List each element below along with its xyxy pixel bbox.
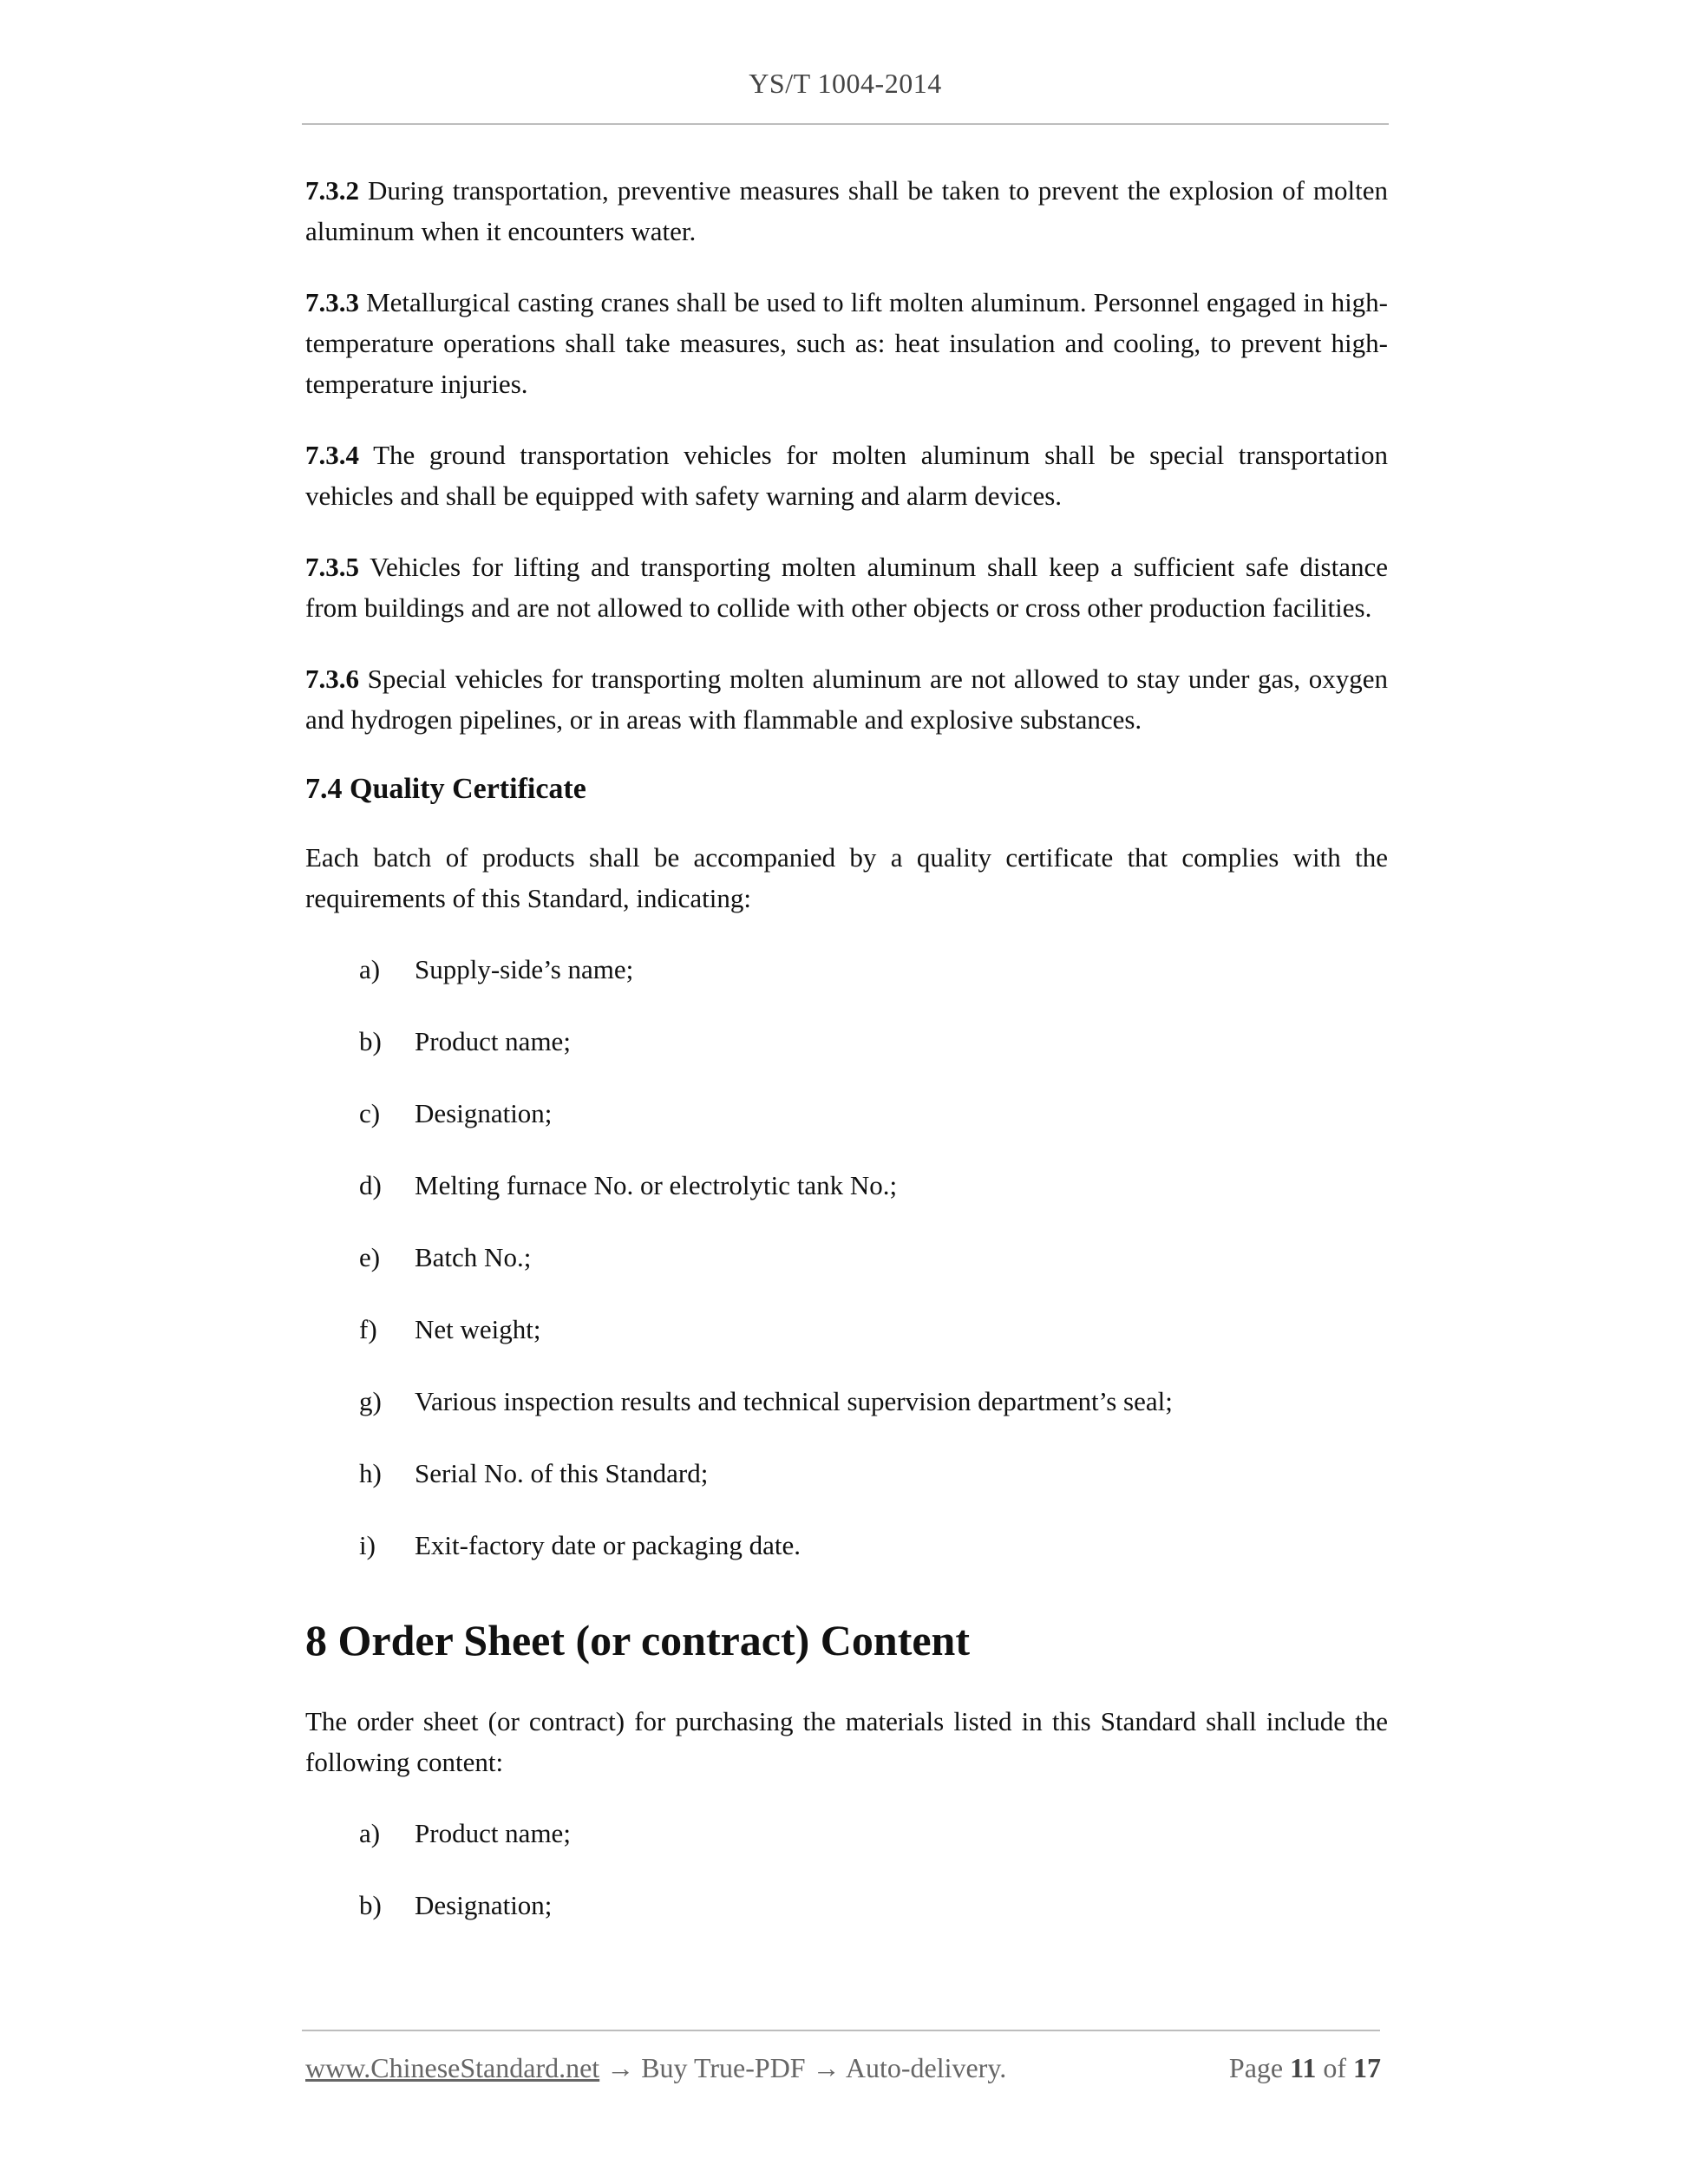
clause-text: During transportation, preventive measures shall be taken to prevent the explosion of molten aluminum when it encounters water.	[305, 175, 1388, 246]
total-pages: 17	[1353, 2052, 1381, 2083]
clause-number: 7.3.2	[305, 175, 359, 206]
list-item-text: Net weight;	[415, 1314, 541, 1344]
list-marker: a)	[359, 1818, 381, 1848]
clause-text: Special vehicles for transporting molten aluminum are not allowed to stay under gas, oxygen and hydrogen pipelines, or in areas with flammable and explosive substances.	[305, 664, 1389, 735]
list-item-text: Product name;	[415, 1026, 571, 1056]
list-item-text: Supply-side’s name;	[415, 954, 634, 984]
clause-number: 7.3.4	[305, 440, 359, 470]
list-marker: c)	[359, 1098, 381, 1128]
arrow-icon: →	[606, 2052, 635, 2083]
list-item-text: Product name;	[415, 1818, 571, 1848]
clause-text: Vehicles for lifting and transporting molten aluminum shall keep a sufficient safe distance from buildings and are not allowed to collide with other objects or cross other production facilities.	[305, 552, 1388, 623]
list-marker: b)	[359, 1890, 382, 1920]
list-item-text: Designation;	[415, 1890, 553, 1920]
of-label: of	[1323, 2052, 1346, 2083]
clause-7-3-2	[305, 170, 1388, 252]
website-link[interactable]: www.ChineseStandard.net	[305, 2052, 600, 2083]
page-number	[1229, 2052, 1381, 2084]
buy-pdf-text: Buy True-PDF	[641, 2052, 806, 2083]
list-marker: e)	[359, 1242, 381, 1272]
list-item	[305, 949, 1388, 990]
section-7-4-heading: 7.4 Quality Certificate	[305, 773, 586, 805]
clause-7-3-6	[305, 658, 1388, 740]
list-item	[305, 1093, 1388, 1134]
clause-7-3-3	[305, 282, 1388, 404]
clause-text: The ground transportation vehicles for molten aluminum shall be special transportation vehicles and shall be equipped with safety warning and alarm devices.	[305, 440, 1388, 511]
list-item	[305, 1165, 1388, 1206]
clause-text: Metallurgical casting cranes shall be used to lift molten aluminum. Personnel engaged in high-temperature operations shall take measures, such as: heat insulation and cooling, to prevent high-temperature injuries.	[305, 287, 1389, 399]
list-item	[305, 1813, 1388, 1854]
list-item-text: Exit-factory date or packaging date.	[415, 1530, 801, 1560]
list-item	[305, 1525, 1388, 1566]
section-8-intro: The order sheet (or contract) for purchasing the materials listed in this Standard shall include the following content:	[305, 1706, 1388, 1777]
order-sheet-list	[305, 1813, 1388, 1926]
list-item	[305, 1453, 1388, 1494]
clause-number: 7.3.5	[305, 552, 359, 582]
list-item	[305, 1309, 1388, 1350]
arrow-icon: →	[812, 2052, 841, 2083]
list-marker: f)	[359, 1314, 377, 1344]
list-item-text: Designation;	[415, 1098, 553, 1128]
list-item-text: Melting furnace No. or electrolytic tank No.;	[415, 1170, 898, 1200]
list-marker: i)	[359, 1530, 376, 1560]
clause-number: 7.3.6	[305, 664, 359, 694]
clause-number: 7.3.3	[305, 287, 359, 317]
list-marker: h)	[359, 1458, 382, 1488]
list-item	[305, 1237, 1388, 1278]
footer-divider	[302, 2030, 1380, 2031]
list-marker: a)	[359, 954, 381, 984]
header-divider	[302, 123, 1389, 125]
list-marker: g)	[359, 1386, 382, 1416]
list-item-text: Various inspection results and technical supervision department’s seal;	[415, 1386, 1173, 1416]
clause-7-3-5	[305, 546, 1388, 628]
quality-certificate-list	[305, 949, 1388, 1566]
section-7-4-intro: Each batch of products shall be accompanied by a quality certificate that complies with the requirements of this Standard, indicating:	[305, 842, 1388, 913]
list-item	[305, 1381, 1388, 1422]
list-item	[305, 1021, 1388, 1062]
list-item-text: Batch No.;	[415, 1242, 532, 1272]
list-item	[305, 1885, 1388, 1926]
page-content	[305, 170, 1388, 1957]
page-footer	[305, 2052, 1381, 2084]
page-header: YS/T 1004-2014	[749, 68, 942, 99]
clause-7-3-4	[305, 435, 1388, 516]
list-marker: d)	[359, 1170, 382, 1200]
list-item-text: Serial No. of this Standard;	[415, 1458, 709, 1488]
auto-delivery-text: Auto-delivery.	[845, 2052, 1007, 2083]
list-marker: b)	[359, 1026, 382, 1056]
section-8-heading: 8 Order Sheet (or contract) Content	[305, 1616, 971, 1664]
page-label: Page	[1228, 2052, 1284, 2083]
current-page: 11	[1290, 2052, 1317, 2083]
